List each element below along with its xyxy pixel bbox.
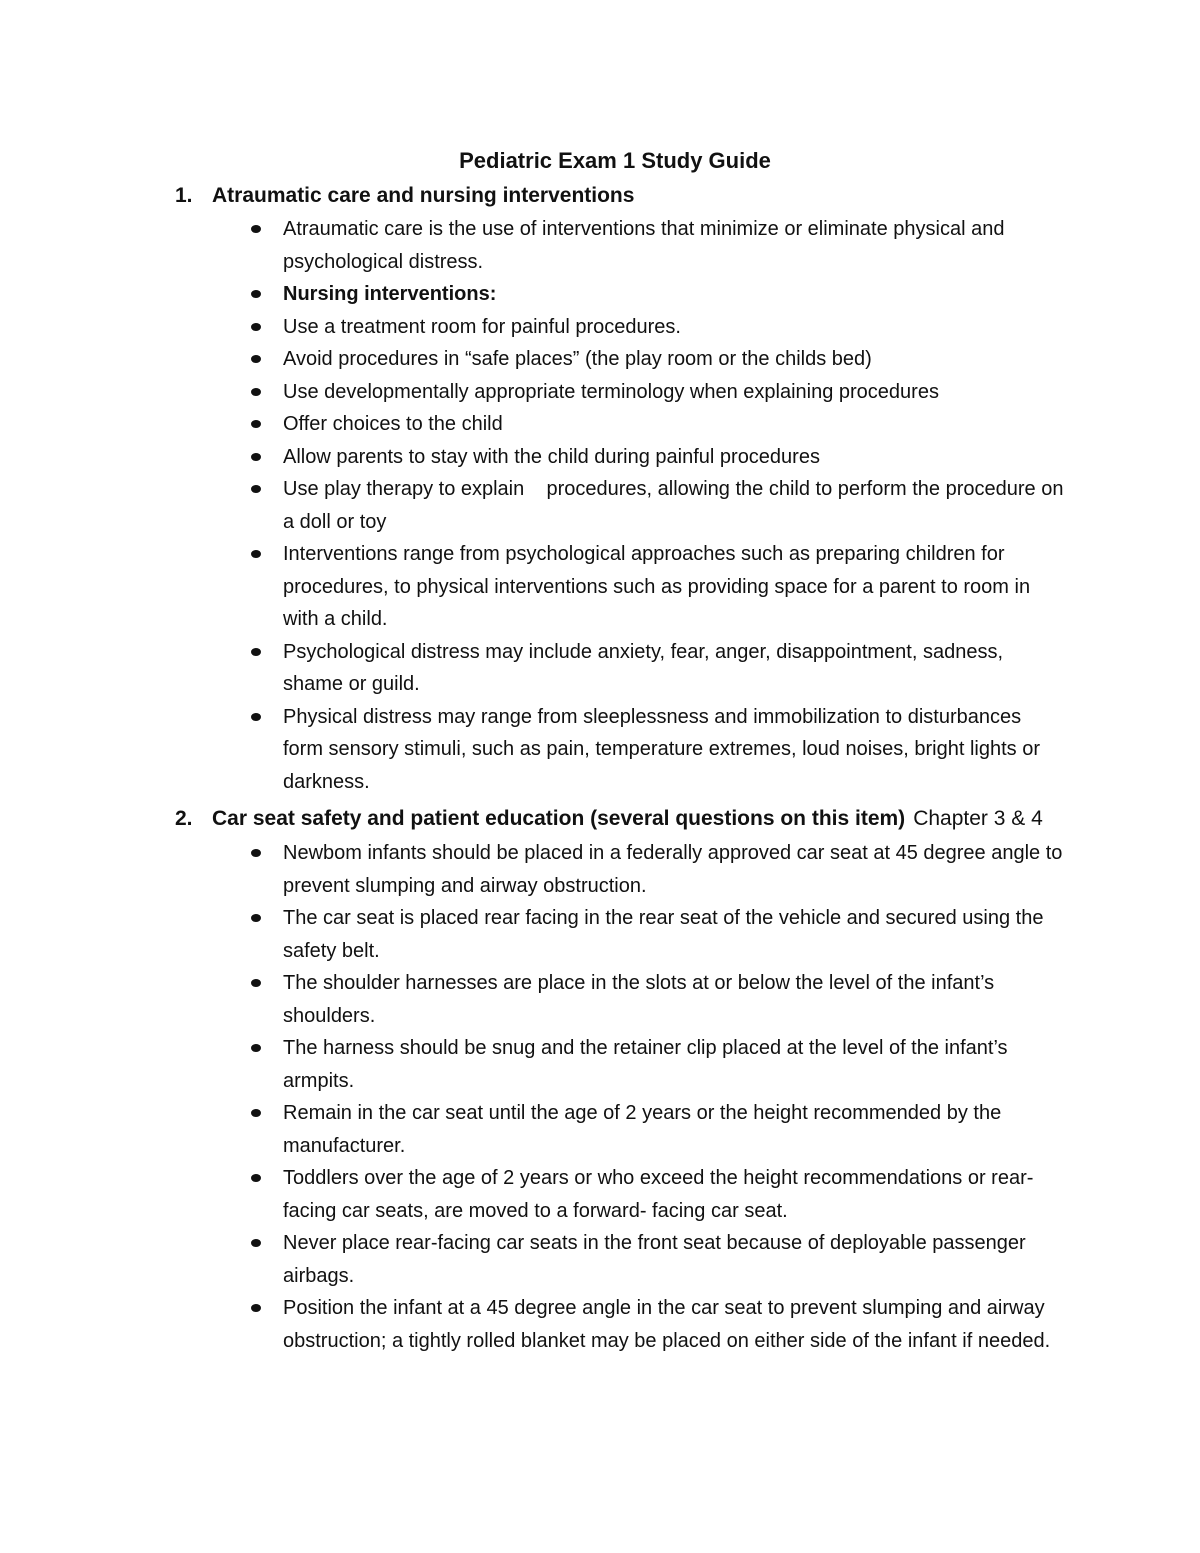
bullet-icon	[251, 648, 261, 656]
list-item: The harness should be snug and the retainer clip placed at the level of the infant’s armpits.	[245, 1032, 1065, 1097]
bullet-icon	[251, 1044, 261, 1052]
list-item: Physical distress may range from sleeplessness and immobilization to disturbances form sensory stimuli, such as pain, temperature extremes, loud noises, bright lights or darkness.	[245, 701, 1065, 799]
document-title: Pediatric Exam 1 Study Guide	[459, 148, 771, 173]
section-2-bullet-list	[245, 837, 1065, 1357]
bullet-icon	[251, 290, 261, 298]
list-item: Toddlers over the age of 2 years or who exceed the height recommendations or rear-facing car seats, are moved to a forward- facing car seat.	[245, 1162, 1065, 1227]
section-2-number: 2.	[175, 807, 193, 830]
list-item: Use developmentally appropriate terminology when explaining procedures	[245, 376, 1065, 409]
list-item: Position the infant at a 45 degree angle in the car seat to prevent slumping and airway obstruction; a tightly rolled blanket may be placed on either side of the infant if needed.	[245, 1292, 1065, 1357]
list-item: Interventions range from psychological approaches such as preparing children for procedures, to physical interventions such as providing space for a parent to room in with a child.	[245, 538, 1065, 636]
bullet-icon	[251, 1109, 261, 1117]
bullet-icon	[251, 979, 261, 987]
list-item: The shoulder harnesses are place in the slots at or below the level of the infant’s shoulders.	[245, 967, 1065, 1032]
section-1-bullet-list	[245, 213, 1070, 798]
list-item: Atraumatic care is the use of interventions that minimize or eliminate physical and psychological distress.	[245, 213, 1065, 278]
list-item: Psychological distress may include anxiety, fear, anger, disappointment, sadness, shame or guild.	[245, 636, 1065, 701]
list-item: The car seat is placed rear facing in the rear seat of the vehicle and secured using the safety belt.	[245, 902, 1065, 967]
list-item: Offer choices to the child	[245, 408, 1065, 441]
bullet-icon	[251, 355, 261, 363]
list-item: Remain in the car seat until the age of 2 years or the height recommended by the manufacturer.	[245, 1097, 1065, 1162]
list-item: Avoid procedures in “safe places” (the play room or the childs bed)	[245, 343, 1065, 376]
list-item: Use play therapy to explain procedures, allowing the child to perform the procedure on a doll or toy	[245, 473, 1065, 538]
section-1-title: Atraumatic care and nursing interventions	[212, 184, 635, 207]
bullet-icon	[251, 1304, 261, 1312]
list-item: Nursing interventions:	[245, 278, 1065, 311]
bullet-icon	[251, 849, 261, 857]
bullet-icon	[251, 453, 261, 461]
bullet-icon	[251, 388, 261, 396]
list-item: Use a treatment room for painful procedures.	[245, 311, 1065, 344]
bullet-icon	[251, 550, 261, 558]
bullet-icon	[251, 713, 261, 721]
bullet-icon	[251, 485, 261, 493]
section-1-number: 1.	[175, 184, 193, 207]
bullet-icon	[251, 420, 261, 428]
bullet-icon	[251, 323, 261, 331]
bullet-icon	[251, 225, 261, 233]
section-2-chapter-note: Chapter 3 & 4	[913, 807, 1043, 830]
section-2-heading	[175, 803, 1075, 835]
list-item: Newbom infants should be placed in a federally approved car seat at 45 degree angle to prevent slumping and airway obstruction.	[245, 837, 1065, 902]
bullet-icon	[251, 1174, 261, 1182]
list-item: Never place rear-facing car seats in the front seat because of deployable passenger airbags.	[245, 1227, 1065, 1292]
section-1-heading	[175, 180, 1075, 212]
bullet-icon	[251, 914, 261, 922]
bullet-icon	[251, 1239, 261, 1247]
section-2-title: Car seat safety and patient education (several questions on this item)	[212, 807, 906, 830]
list-item: Allow parents to stay with the child during painful procedures	[245, 441, 1065, 474]
